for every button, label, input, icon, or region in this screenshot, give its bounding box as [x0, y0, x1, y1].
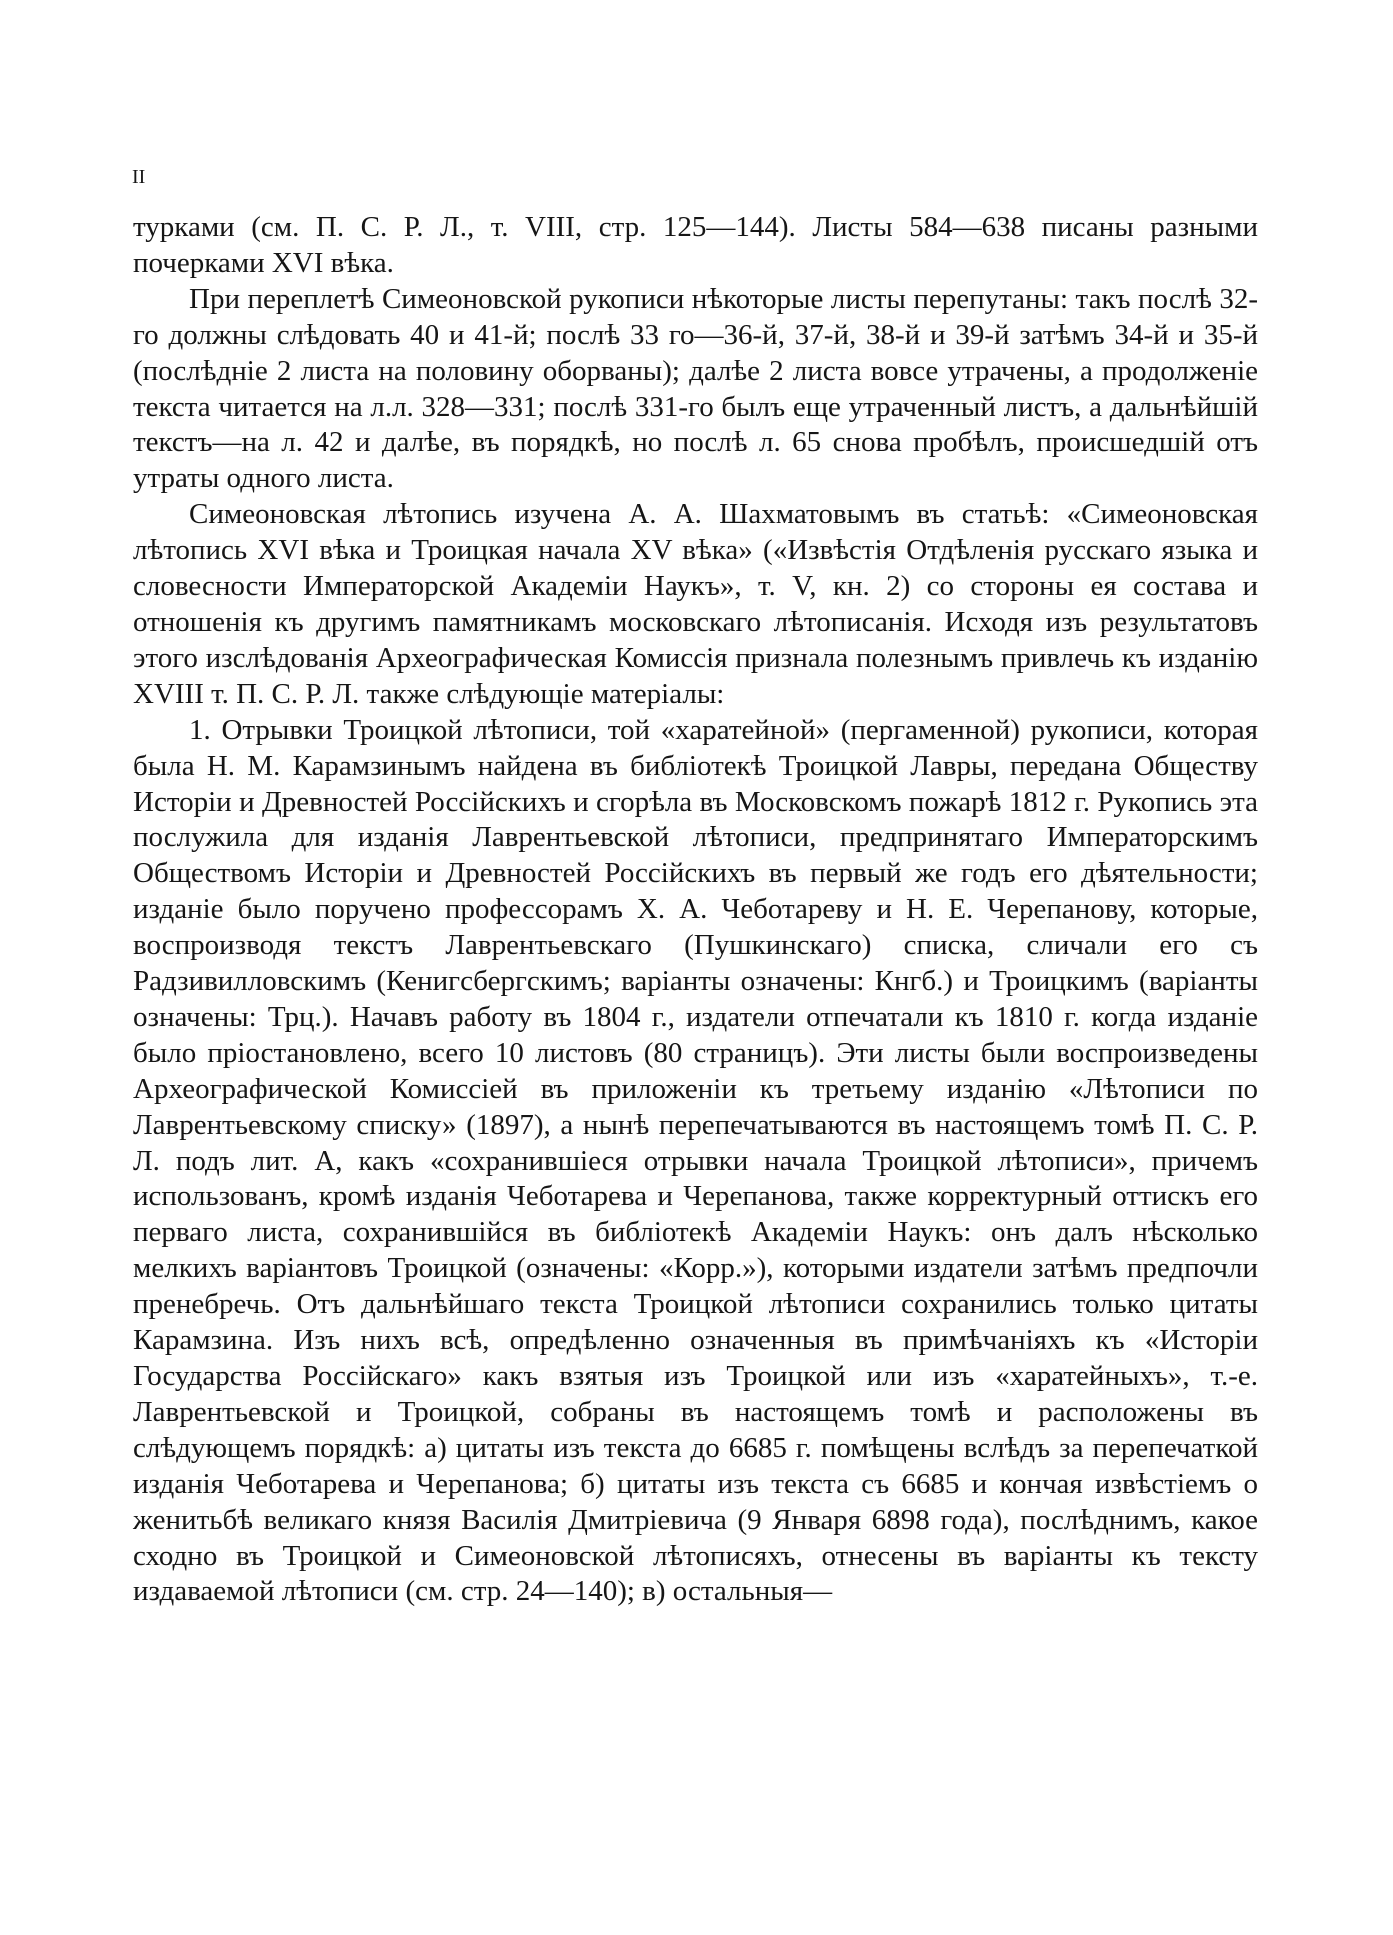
page-number: II — [132, 166, 146, 188]
paragraph-continuation: турками (см. П. С. Р. Л., т. VIII, стр. 125—144). Листы 584—638 писаны разными почерками XVI вѣка. — [133, 211, 1258, 279]
body-text — [133, 210, 1258, 1610]
paragraph-troitsk-fragments: 1. Отрывки Троицкой лѣтописи, той «харатейной» (пергаменной) рукописи, которая была Н. М. Карамзинымъ найдена въ библіотекѣ Троицкой Лавры, передана Обществу Исторіи и Древностей Россійскихъ и сгорѣла въ Московскомъ пожарѣ 1812 г. Рукопись эта послужила для изданія Лаврентьевской лѣтописи, предпринятаго Императорскимъ Обществомъ Исторіи и Древностей Россійскихъ въ первый же годъ его дѣятельности; изданіе было поручено профессорамъ Х. А. Чеботареву и Н. Е. Черепанову, которые, воспроизводя текстъ Лаврентьевскаго (Пушкинскаго) списка, сличали его съ Радзивилловскимъ (Кенигсбергскимъ; варіанты означены: Кнгб.) и Троицкимъ (варіанты означены: Трц.). Начавъ работу въ 1804 г., издатели отпечатали къ 1810 г. когда изданіе было пріостановлено, всего 10 листовъ (80 страницъ). Эти листы были воспроизведены Археографической Комиссіей въ приложеніи къ третьему изданію «Лѣтописи по Лаврентьевскому списку» (1897), а нынѣ перепечатываются въ настоящемъ томѣ П. С. Р. Л. подъ лит. А, какъ «сохранившіеся отрывки начала Троицкой лѣтописи», причемъ использованъ, кромѣ изданія Чеботарева и Черепанова, также корректурный оттискъ его перваго листа, сохранившійся въ библіотекѣ Академіи Наукъ: онъ далъ нѣсколько мелкихъ варіантовъ Троицкой (означены: «Корр.»), которыми издатели затѣмъ предпочли пренебречь. Отъ дальнѣйшаго текста Троицкой лѣтописи сохранились только цитаты Карамзина. Изъ нихъ всѣ, опредѣленно означенныя въ примѣчаніяхъ къ «Исторіи Государства Россійскаго» какъ взятыя изъ Троицкой или изъ «харатейныхъ», т.-е. Лаврентьевской и Троицкой, собраны въ настоящемъ томѣ и расположены въ слѣдующемъ порядкѣ: а) цитаты изъ текста до 6685 г. помѣщены вслѣдъ за перепечаткой изданія Чеботарева и Черепанова; б) цитаты изъ текста съ 6685 и кончая извѣстіемъ о женитьбѣ великаго князя Василія Дмитріевича (9 Января 6898 года), послѣднимъ, какое сходно въ Троицкой и Симеоновской лѣтописяхъ, отнесены въ варіанты къ тексту издаваемой лѣтописи (см. стр. 24—140); в) остальныя— — [133, 713, 1258, 1608]
paragraph-binding-order: При переплетѣ Симеоновской рукописи нѣкоторые листы перепутаны: такъ послѣ 32-го должны слѣдовать 40 и 41-й; послѣ 33 го—36-й, 37-й, 38-й и 39-й затѣмъ 34-й и 35-й (послѣдніе 2 листа на половину оборваны); далѣе 2 листа вовсе утрачены, а продолженіе текста читается на л.л. 328—331; послѣ 331-го былъ еще утраченный листъ, а дальнѣйшій текстъ—на л. 42 и далѣе, въ порядкѣ, но послѣ л. 65 снова пробѣлъ, происшедшій отъ утраты одного листа. — [133, 282, 1258, 495]
paragraph-simeon-chronicle: Симеоновская лѣтопись изучена А. А. Шахматовымъ въ статьѣ: «Симеоновская лѣтопись XVI вѣка и Троицкая начала XV вѣка» («Извѣстія Отдѣленія русскаго языка и словесности Императорской Академіи Наукъ», т. V, кн. 2) со стороны ея состава и отношенія къ другимъ памятникамъ московскаго лѣтописанія. Исходя изъ результатовъ этого изслѣдованія Археографическая Комиссія признала полезнымъ привлечь къ изданію XVIII т. П. С. Р. Л. также слѣдующіе матеріалы: — [133, 498, 1258, 710]
